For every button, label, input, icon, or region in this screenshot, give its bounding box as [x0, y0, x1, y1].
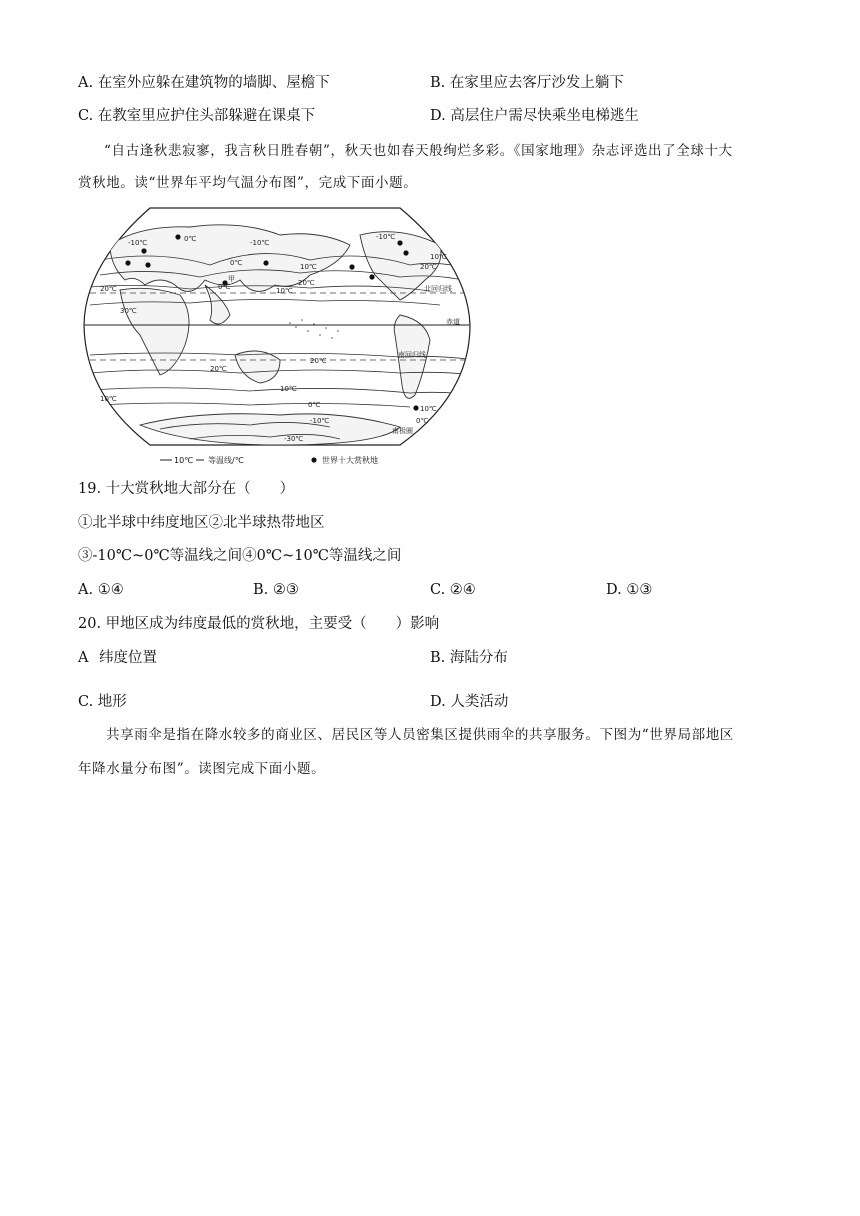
autumn-spot [349, 264, 354, 269]
isotherm-label: 0℃ [184, 235, 197, 243]
isotherm-label: 20℃ [100, 285, 117, 293]
autumn-spot [403, 250, 408, 255]
q18-option-b: B. 在家里应去客厅沙发上躺下 [430, 75, 624, 91]
q18-option-d: D. 高层住户需尽快乘坐电梯逃生 [430, 108, 639, 124]
isotherm-label: 10℃ [280, 385, 297, 393]
q19-stem: 19. 十大赏秋地大部分在（ ） [78, 481, 295, 497]
map-legend [160, 455, 378, 465]
jia-label: 甲 [228, 275, 235, 283]
isotherm-label: 30℃ [120, 307, 137, 315]
isotherm-label: 0℃ [230, 259, 243, 267]
isotherm-label: 10℃ [100, 395, 117, 403]
autumn-spot [413, 405, 418, 410]
autumn-spot [125, 260, 130, 265]
q19-option-b: B. ②③ [253, 582, 299, 598]
isotherm-label: 10℃ [300, 263, 317, 271]
intro2-paragraph-line1: 共享雨伞是指在降水较多的商业区、居民区等人员密集区提供雨伞的共享服务。下图为“世界局部地区 [106, 727, 734, 743]
autumn-spot [145, 262, 150, 267]
isotherm-label: -10℃ [376, 233, 396, 241]
isotherm-label: 10℃ [420, 405, 437, 413]
isotherm-label: -10℃ [250, 239, 270, 247]
isotherm-label: 0℃ [308, 401, 321, 409]
q20-stem: 20. 甲地区成为纬度最低的赏秋地，主要受（ ）影响 [78, 616, 440, 632]
isotherm-label: 20℃ [420, 263, 437, 271]
tropic-of-capricorn-label: 南回归线 [398, 351, 426, 359]
autumn-spot [263, 260, 268, 265]
isotherm-label: -10℃ [128, 239, 148, 247]
q19-option-c: C. ②④ [430, 582, 476, 598]
isotherm-label: -30℃ [284, 435, 304, 443]
legend-isotherm-sample: 10℃ [174, 456, 194, 465]
q20-option-b: B. 海陆分布 [430, 650, 508, 666]
world-temperature-map [80, 205, 475, 468]
q19-option-a: A. ①④ [78, 582, 124, 598]
autumn-spot [369, 274, 374, 279]
isotherm-label: 0℃ [218, 283, 231, 291]
q20-option-c: C. 地形 [78, 694, 127, 710]
q20-option-a-letter: A [78, 650, 89, 666]
intro-paragraph-line2: 赏秋地。读“世界年平均气温分布图”，完成下面小题。 [78, 175, 418, 191]
q19-statement-line2: ③-10℃~0℃等温线之间④0℃~10℃等温线之间 [78, 548, 402, 564]
isotherm-label: 10℃ [430, 253, 447, 261]
tropic-of-cancer-label: 北回归线 [424, 285, 452, 293]
isotherm-label: 10℃ [276, 287, 293, 295]
isotherm-label: 0℃ [416, 417, 429, 425]
q19-option-d: D. ①③ [606, 582, 653, 598]
equator-label: 赤道 [446, 318, 460, 326]
q20-option-a-text: 纬度位置 [99, 650, 157, 666]
isotherm-label: 20℃ [210, 365, 227, 373]
isotherm-label: 20℃ [310, 357, 327, 365]
intro2-paragraph-line2: 年降水量分布图”。读图完成下面小题。 [78, 761, 326, 777]
q20-option-d: D. 人类活动 [430, 694, 509, 710]
q19-statement-line1: ①北半球中纬度地区②北半球热带地区 [78, 515, 325, 531]
autumn-spot [141, 248, 146, 253]
intro-paragraph-line1: “自古逢秋悲寂寥，我言秋日胜春朝”，秋天也如春天般绚烂多彩。《国家地理》杂志评选出了全球十大 [104, 143, 733, 159]
legend-isotherm-label: 等温线/℃ [208, 456, 244, 465]
q18-option-c: C. 在教室里应护住头部躲避在课桌下 [78, 108, 316, 124]
legend-spots-label: 世界十大赏秋地 [322, 456, 378, 465]
autumn-spot [397, 240, 402, 245]
isotherm-label: 20℃ [298, 279, 315, 287]
isotherm-label: -10℃ [310, 417, 330, 425]
autumn-spot [175, 234, 180, 239]
antarctic-circle-label: 南极圈 [392, 427, 413, 435]
q18-option-a: A. 在室外应躲在建筑物的墙脚、屋檐下 [78, 75, 330, 91]
